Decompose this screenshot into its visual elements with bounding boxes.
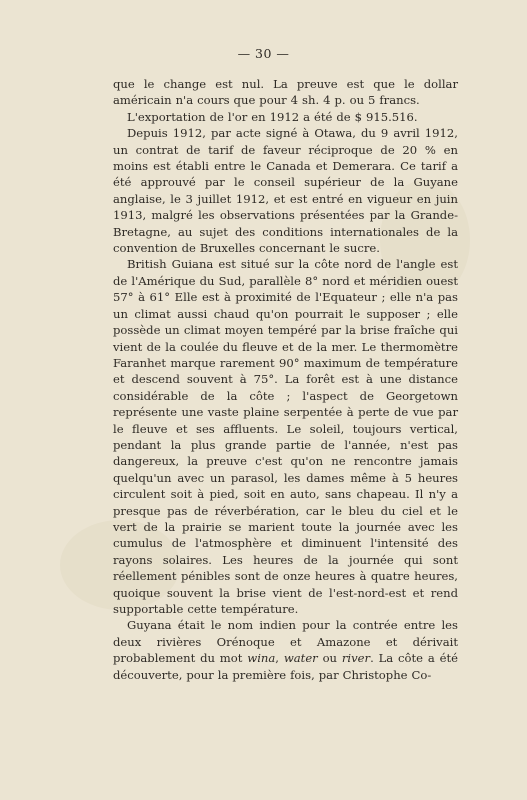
italic-word: river xyxy=(341,651,371,666)
paragraph xyxy=(113,76,458,109)
paragraph xyxy=(113,256,458,617)
paragraph-text: , xyxy=(275,651,284,666)
body-text xyxy=(113,76,458,683)
paragraph-text: que le change est nul. La preuve est que le dollar américain n'a cours que pour 4 sh. 4 p. ou 5 francs. xyxy=(113,77,458,108)
paragraph-text: L'exportation de l'or en 1912 a été de $ 915.516. xyxy=(127,109,418,124)
italic-word: wina xyxy=(247,651,276,666)
paragraph xyxy=(113,125,458,256)
paragraph xyxy=(113,109,458,125)
paragraph xyxy=(113,617,458,683)
paragraph-text: Depuis 1912, par acte signé à Otawa, du 9 avril 1912, un contrat de tarif de faveur réciproque de 20 % en moins est établi entre le Canada et Demerara. Ce tarif a été approuvé par le conseil supérieur de la Guyane anglaise, le 3 juillet 1912, et est entré en vigueur en juin 1913, malgré les observations présentées par la Grande-Bretagne, au sujet des conditions internationales de la convention de Bruxelles concernant le sucre. xyxy=(113,126,458,256)
paragraph-text: . La côte a été découverte, pour la première fois, par Christophe Co- xyxy=(113,651,459,682)
italic-word: water xyxy=(283,651,318,666)
paragraph-text: ou xyxy=(317,651,342,666)
page-number: — 30 — xyxy=(237,46,290,61)
paragraph-text: Guyana était le nom indien pour la contrée entre les deux rivières Orénoque et Amazone et dérivait probablement du mot xyxy=(113,618,458,666)
paragraph-text: British Guiana est situé sur la côte nord de l'angle est de l'Amérique du Sud, parallèle 8° nord et méridien ouest 57° à 61° Elle est à proximité de l'Equateur ; elle n'a pas un climat aussi chaud qu'on pourrait le supposer ; elle possède un climat moyen tempéré par la brise fraîche qui vient de la coulée du fleuve et de la mer. Le thermomètre Faranhet marque rarement 90° maximum de température et descend souvent à 75°. La forêt est à une distance considérable de la côte ; l'aspect de Georgetown représente une vaste plaine serpentée à perte de vue par le fleuve et ses affluents. Le soleil, toujours vertical, pendant la plus grande partie de l'année, n'est pas dangereux, la preuve c'est qu'on ne rencontre jamais quelqu'un avec un parasol, les dames même à 5 heures circulent soit à pied, soit en auto, sans chapeau. Il n'y a presque pas de réverbération, car le bleu du ciel et le vert de la prairie se marient toute la journée avec les cumulus de l'atmosphère et diminuent l'intensité des rayons solaires. Les heures de la journée qui sont réellement pénibles sont de onze heures à quatre heures, quoique souvent la brise vient de l'est-nord-est et rend supportable cette température. xyxy=(113,257,458,616)
